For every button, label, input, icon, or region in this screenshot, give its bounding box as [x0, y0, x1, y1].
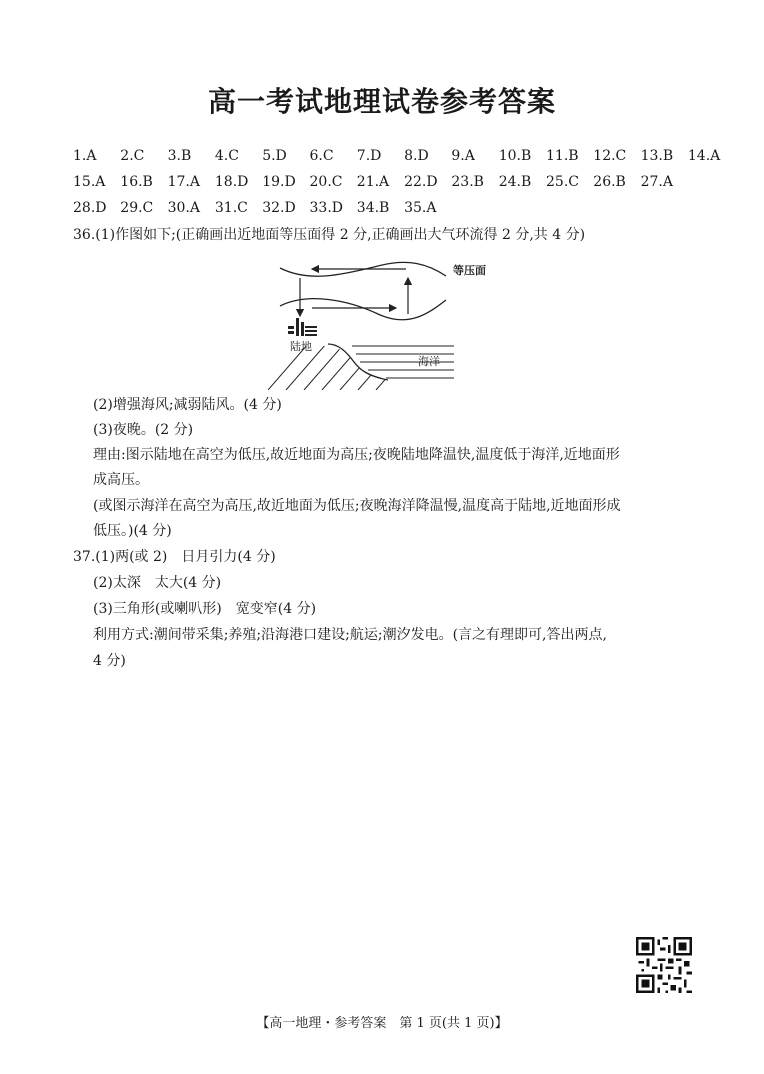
answer-item: 10.B	[498, 148, 532, 164]
answer-item: 12.C	[593, 148, 627, 164]
answer-item: 28.D	[73, 200, 107, 216]
answer-item: 14.A	[687, 148, 721, 164]
answer-item: 19.D	[262, 174, 296, 190]
qr-code-icon	[636, 937, 692, 993]
answer-item: 26.B	[593, 174, 626, 190]
buildings-icon	[288, 318, 317, 336]
answer-item: 30.A	[167, 200, 200, 216]
answer-item: 20.C	[309, 174, 343, 190]
answer-item: 3.B	[167, 148, 192, 164]
q36-alt-line2: 低压。)(4 分)	[93, 523, 172, 539]
answer-item: 34.B	[356, 200, 390, 216]
answer-item: 9.A	[451, 148, 475, 164]
isobar-label: 等压面	[453, 264, 486, 277]
answer-item: 27.A	[640, 174, 673, 190]
sea-label: 海洋	[418, 355, 440, 368]
answer-item: 18.D	[214, 174, 249, 190]
q36-part2: (2)增强海风;减弱陆风。(4 分)	[93, 397, 282, 413]
answer-item: 6.C	[309, 148, 334, 164]
answer-item: 8.D	[404, 148, 429, 164]
answer-item: 29.C	[120, 200, 154, 216]
sea-breeze-circulation-diagram	[268, 258, 486, 390]
answer-item: 21.A	[356, 174, 390, 190]
answer-item: 33.D	[309, 200, 343, 216]
answer-item: 4.C	[214, 148, 239, 164]
answer-item: 13.B	[640, 148, 674, 164]
answer-item: 24.B	[498, 174, 532, 190]
answer-item: 16.B	[120, 174, 153, 190]
lower-isobar-curve	[280, 299, 446, 320]
q36-part3: (3)夜晚。(2 分)	[93, 422, 194, 438]
page-title: 高一考试地理试卷参考答案	[207, 85, 556, 118]
answer-item: 2.C	[120, 148, 145, 164]
answer-item: 22.D	[404, 174, 438, 190]
answer-item: 15.A	[73, 174, 106, 190]
answer-item: 11.B	[546, 148, 579, 164]
answer-item: 17.A	[167, 174, 200, 190]
answer-item: 1.A	[73, 148, 97, 164]
page-footer: 【高一地理・参考答案 第 1 页(共 1 页)】	[256, 1016, 508, 1031]
answer-item: 32.D	[262, 200, 296, 216]
answer-item: 23.B	[451, 174, 484, 190]
land-label: 陆地	[290, 340, 312, 353]
q36-alt-line1: (或图示海洋在高空为高压,故近地面为低压;夜晚海洋降温慢,温度高于陆地,近地面形成	[93, 498, 621, 514]
answer-item: 7.D	[356, 148, 382, 164]
q37-use-line1: 利用方式:潮间带采集;养殖;沿海港口建设;航运;潮汐发电。(言之有理即可,答出两点,	[93, 627, 607, 643]
answer-item: 25.C	[546, 174, 579, 190]
answer-item: 31.C	[214, 200, 248, 216]
answer-item: 5.D	[262, 148, 287, 164]
q37-part3: (3)三角形(或喇叭形) 宽变窄(4 分)	[93, 601, 317, 617]
q37-use-line2: 4 分)	[93, 653, 126, 669]
answer-item: 35.A	[404, 200, 437, 216]
q36-part1: 36.(1)作图如下;(正确画出近地面等压面得 2 分,正确画出大气环流得 2 分,共 4 分)	[73, 227, 586, 243]
q37-part2: (2)太深 太大(4 分)	[93, 575, 222, 591]
q36-reason-line2: 成高压。	[93, 472, 149, 488]
q37-part1: 37.(1)两(或 2) 日月引力(4 分)	[73, 549, 276, 565]
q36-reason-line1: 理由:图示陆地在高空为低压,故近地面为高压;夜晚陆地降温快,温度低于海洋,近地面形	[93, 447, 620, 463]
